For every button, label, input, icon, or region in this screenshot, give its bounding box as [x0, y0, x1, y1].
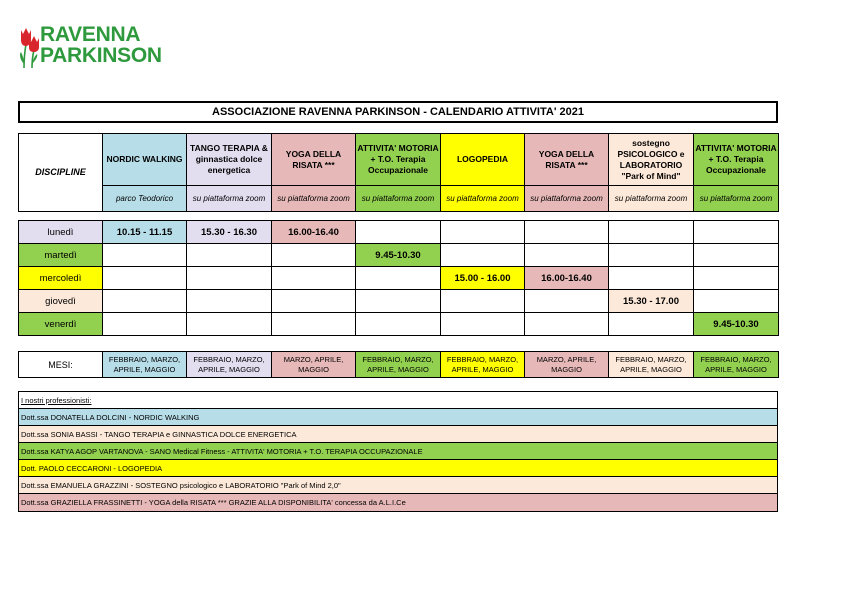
time-slot: [525, 244, 609, 267]
discipline-name: YOGA DELLA RISATA ***: [525, 134, 609, 186]
discipline-location: su piattaforma zoom: [694, 186, 779, 212]
months-value: FEBBRAIO, MARZO, APRILE, MAGGIO: [103, 352, 187, 378]
disciplines-header: [18, 133, 779, 212]
logo-line-1: RAVENNA: [40, 23, 141, 46]
time-slot: 15.30 - 17.00: [609, 290, 694, 313]
disciplines-label: DISCIPLINE: [19, 134, 103, 212]
weekly-schedule: [18, 220, 779, 336]
time-slot: [103, 267, 187, 290]
time-slot: [356, 267, 441, 290]
list-item: Dott.ssa KATYA AGOP VARTANOVA - SANO Medical Fitness - ATTIVITA' MOTORIA + T.O. TERAPIA OCCUPAZIONALE: [19, 443, 777, 460]
time-slot: [441, 313, 525, 336]
time-slot: [694, 267, 779, 290]
time-slot: [525, 221, 609, 244]
time-slot: 16.00-16.40: [525, 267, 609, 290]
day-label: martedì: [19, 244, 103, 267]
time-slot: 10.15 - 11.15: [103, 221, 187, 244]
months-value: FEBBRAIO, MARZO, APRILE, MAGGIO: [694, 352, 779, 378]
time-slot: [525, 313, 609, 336]
discipline-location: su piattaforma zoom: [187, 186, 272, 212]
table-row: [19, 244, 779, 267]
table-row: [19, 221, 779, 244]
day-label: mercoledì: [19, 267, 103, 290]
time-slot: [609, 267, 694, 290]
discipline-name: TANGO TERAPIA & ginnastica dolce energetica: [187, 134, 272, 186]
months-value: MARZO, APRILE, MAGGIO: [525, 352, 609, 378]
tulip-icon: [18, 24, 40, 70]
table-row: [19, 352, 779, 378]
months-value: FEBBRAIO, MARZO, APRILE, MAGGIO: [441, 352, 525, 378]
time-slot: [609, 313, 694, 336]
professionals-list: [18, 391, 778, 512]
list-item: Dott.ssa EMANUELA GRAZZINI - SOSTEGNO psicologico e LABORATORIO "Park of Mind 2,0": [19, 477, 777, 494]
time-slot: [272, 313, 356, 336]
time-slot: [441, 244, 525, 267]
months-value: FEBBRAIO, MARZO, APRILE, MAGGIO: [187, 352, 272, 378]
time-slot: [272, 244, 356, 267]
time-slot: [272, 290, 356, 313]
time-slot: [272, 267, 356, 290]
discipline-location: su piattaforma zoom: [441, 186, 525, 212]
time-slot: [103, 290, 187, 313]
discipline-location: su piattaforma zoom: [272, 186, 356, 212]
day-label: lunedì: [19, 221, 103, 244]
time-slot: [103, 244, 187, 267]
discipline-name: YOGA DELLA RISATA ***: [272, 134, 356, 186]
months-table: [18, 351, 779, 378]
list-item: Dott.ssa DONATELLA DOLCINI - NORDIC WALKING: [19, 409, 777, 426]
time-slot: [694, 244, 779, 267]
discipline-location: su piattaforma zoom: [609, 186, 694, 212]
time-slot: [187, 290, 272, 313]
time-slot: [356, 290, 441, 313]
time-slot: [441, 290, 525, 313]
time-slot: [694, 221, 779, 244]
discipline-name: sostegno PSICOLOGICO e LABORATORIO "Park of Mind": [609, 134, 694, 186]
time-slot: 9.45-10.30: [694, 313, 779, 336]
time-slot: [441, 221, 525, 244]
time-slot: [187, 313, 272, 336]
months-value: FEBBRAIO, MARZO, APRILE, MAGGIO: [356, 352, 441, 378]
time-slot: 16.00-16.40: [272, 221, 356, 244]
discipline-name: ATTIVITA' MOTORIA + T.O. Terapia Occupazionale: [694, 134, 779, 186]
professionals-heading: I nostri professionisti:: [19, 392, 777, 409]
discipline-name: NORDIC WALKING: [103, 134, 187, 186]
time-slot: [103, 313, 187, 336]
day-label: venerdì: [19, 313, 103, 336]
months-value: FEBBRAIO, MARZO, APRILE, MAGGIO: [609, 352, 694, 378]
list-item: Dott. PAOLO CECCARONI - LOGOPEDIA: [19, 460, 777, 477]
table-row: [19, 313, 779, 336]
discipline-location: parco Teodorico: [103, 186, 187, 212]
time-slot: [187, 267, 272, 290]
time-slot: [609, 244, 694, 267]
table-row: [19, 267, 779, 290]
logo-line-2: PARKINSON: [40, 44, 162, 67]
logo: [18, 24, 168, 72]
discipline-location: su piattaforma zoom: [356, 186, 441, 212]
discipline-name: ATTIVITA' MOTORIA + T.O. Terapia Occupazionale: [356, 134, 441, 186]
time-slot: [694, 290, 779, 313]
time-slot: 15.00 - 16.00: [441, 267, 525, 290]
time-slot: 15.30 - 16.30: [187, 221, 272, 244]
page-title: ASSOCIAZIONE RAVENNA PARKINSON - CALENDARIO ATTIVITA' 2021: [18, 101, 778, 123]
time-slot: [609, 221, 694, 244]
months-value: MARZO, APRILE, MAGGIO: [272, 352, 356, 378]
list-item: Dott.ssa SONIA BASSI - TANGO TERAPIA e GINNASTICA DOLCE ENERGETICA: [19, 426, 777, 443]
discipline-name: LOGOPEDIA: [441, 134, 525, 186]
time-slot: 9.45-10.30: [356, 244, 441, 267]
logo-text: [40, 24, 162, 66]
time-slot: [356, 221, 441, 244]
months-label: MESI:: [19, 352, 103, 378]
time-slot: [187, 244, 272, 267]
day-label: giovedì: [19, 290, 103, 313]
list-item: Dott.ssa GRAZIELLA FRASSINETTI - YOGA della RISATA *** GRAZIE ALLA DISPONIBILITA' concessa da A.L.I.Ce: [19, 494, 777, 511]
table-row: [19, 290, 779, 313]
time-slot: [356, 313, 441, 336]
discipline-location: su piattaforma zoom: [525, 186, 609, 212]
time-slot: [525, 290, 609, 313]
